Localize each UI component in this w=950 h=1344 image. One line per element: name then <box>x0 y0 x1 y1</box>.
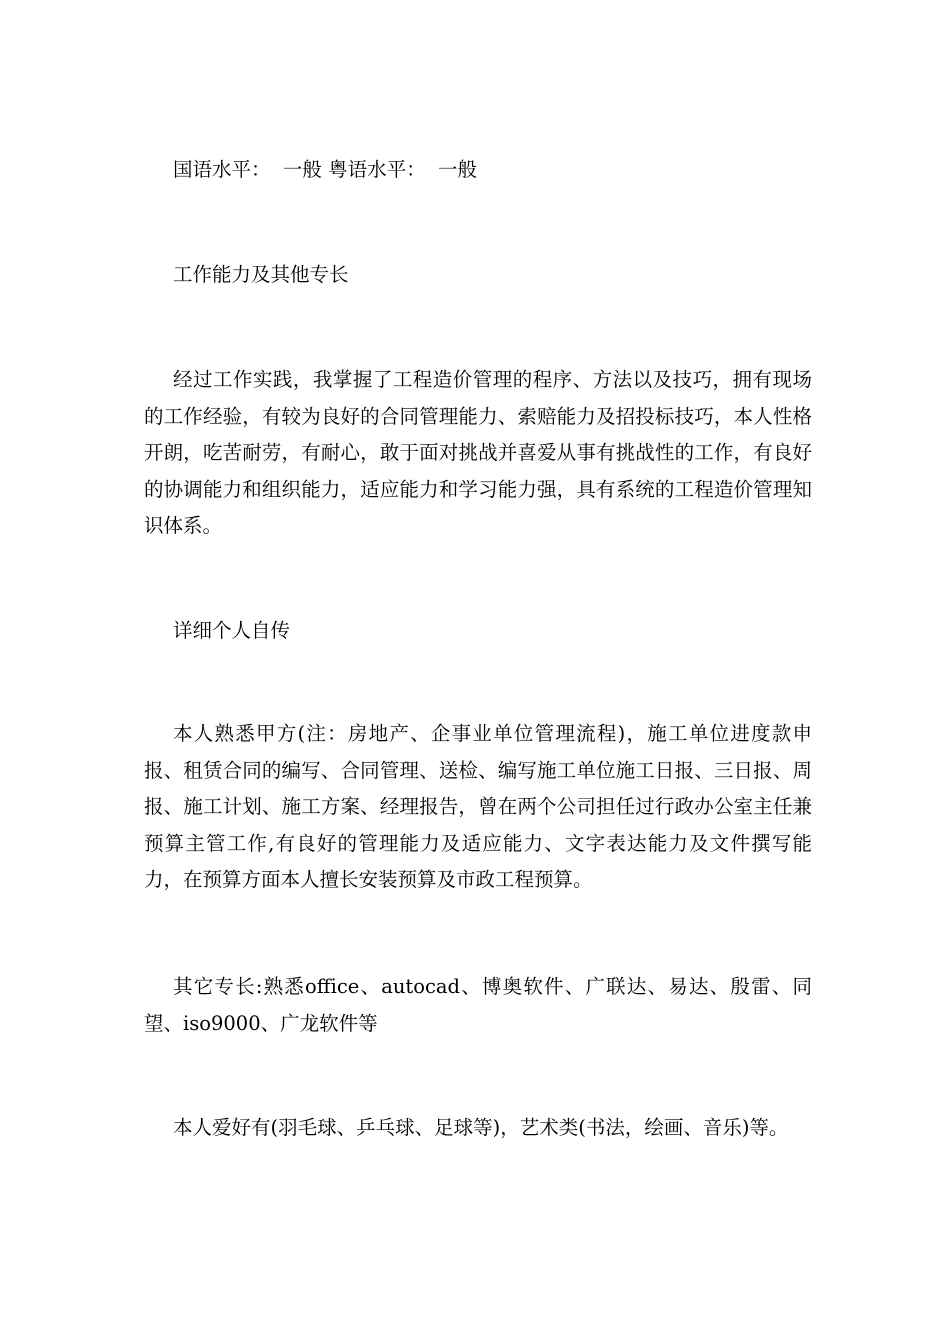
language-proficiency-line: 国语水平： 一般 粤语水平： 一般 <box>173 158 477 181</box>
other-skills-paragraph: 其它专长:熟悉office、autocad、博奥软件、广联达、易达、殷雷、同望、iso9000、广龙软件等 <box>144 975 812 1035</box>
bio-section-heading: 详细个人自传 <box>173 619 291 642</box>
bio-section-body: 本人熟悉甲方(注：房地产、企事业单位管理流程)，施工单位进度款申报、租赁合同的编写、合同管理、送检、编写施工单位施工日报、三日报、周报、施工计划、施工方案、经理报告，曾在两个公司担任过行政办公室主任兼预算主管工作,有良好的管理能力及适应能力、文字表达能力及文件撰写能力，在预算方面本人擅长安装预算及市政工程预算。 <box>144 722 812 891</box>
ability-section-body: 经过工作实践，我掌握了工程造价管理的程序、方法以及技巧，拥有现场的工作经验，有较为良好的合同管理能力、索赔能力及招投标技巧，本人性格开朗，吃苦耐劳，有耐心，敢于面对挑战并喜爱从事有挑战性的工作，有良好的协调能力和组织能力，适应能力和学习能力强，具有系统的工程造价管理知识体系。 <box>144 368 812 537</box>
ability-section-heading: 工作能力及其他专长 <box>173 263 349 286</box>
hobbies-paragraph: 本人爱好有(羽毛球、乒乓球、足球等)，艺术类(书法，绘画、音乐)等。 <box>173 1116 789 1139</box>
